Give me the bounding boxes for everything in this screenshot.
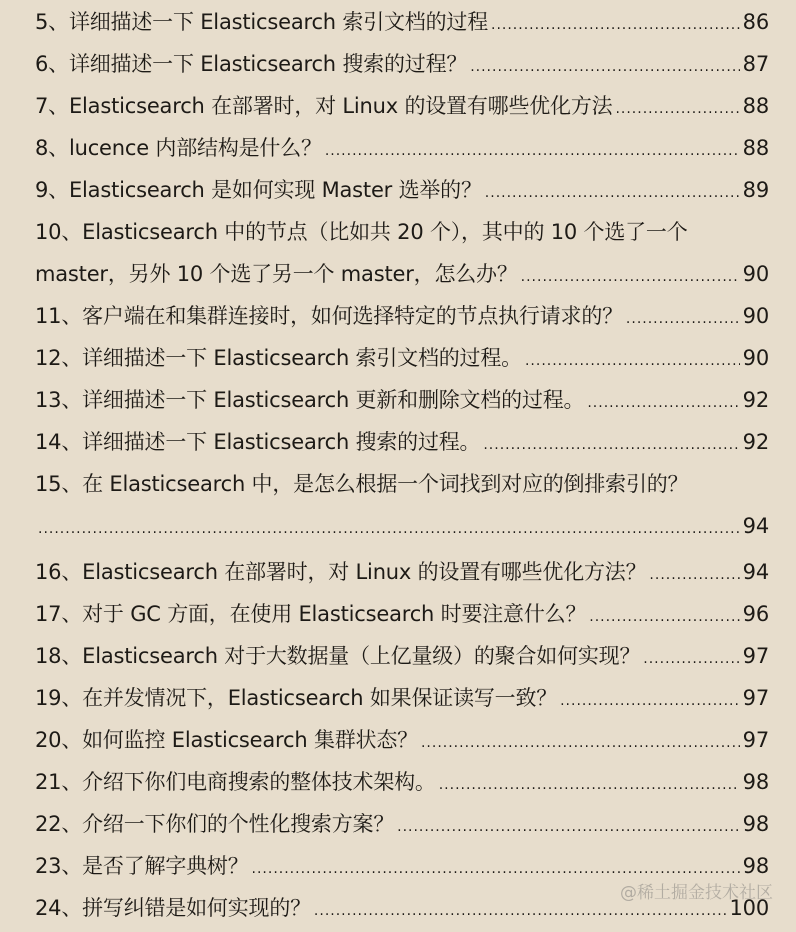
toc-entry-title: 20、如何监控 Elasticsearch 集群状态？ bbox=[35, 728, 418, 752]
toc-entry-title: 7、Elasticsearch 在部署时，对 Linux 的设置有哪些优化方法 bbox=[35, 94, 613, 118]
toc-entry[interactable] bbox=[35, 505, 769, 547]
toc-entry[interactable] bbox=[35, 761, 769, 803]
toc-entry-title: 15、在 Elasticsearch 中，是怎么根据一个词找到对应的倒排索引的？ bbox=[35, 472, 689, 496]
toc-entry-title: 19、在并发情况下，Elasticsearch 如果保证读写一致？ bbox=[35, 686, 558, 710]
toc-entry-page: 86 bbox=[742, 10, 769, 34]
toc-entry[interactable] bbox=[35, 295, 769, 337]
toc-entry[interactable] bbox=[35, 379, 769, 421]
dot-leader bbox=[521, 256, 740, 298]
toc-entry[interactable] bbox=[35, 211, 769, 253]
toc-entry[interactable] bbox=[35, 635, 769, 677]
dot-leader bbox=[38, 508, 740, 550]
dot-leader bbox=[525, 340, 740, 382]
dot-leader bbox=[587, 382, 739, 424]
toc-entry-page: 98 bbox=[742, 854, 769, 878]
toc-entry-page: 87 bbox=[742, 52, 769, 76]
toc-entry-page: 94 bbox=[742, 514, 769, 538]
toc-entry-title: 5、详细描述一下 Elasticsearch 索引文档的过程 bbox=[35, 10, 488, 34]
toc-entry-title: 13、详细描述一下 Elasticsearch 更新和删除文档的过程。 bbox=[35, 388, 585, 412]
toc-entry[interactable] bbox=[35, 85, 769, 127]
dot-leader bbox=[470, 46, 739, 88]
dot-leader bbox=[421, 722, 740, 764]
toc-entry-title: 23、是否了解字典树？ bbox=[35, 854, 249, 878]
table-of-contents bbox=[35, 1, 769, 929]
dot-leader bbox=[626, 298, 740, 340]
dot-leader bbox=[483, 424, 739, 466]
dot-leader bbox=[649, 554, 739, 596]
toc-entry-page: 90 bbox=[742, 262, 769, 286]
toc-entry-title: 10、Elasticsearch 中的节点（比如共 20 个），其中的 10 个选了一个 bbox=[35, 220, 688, 244]
toc-entry-title: 16、Elasticsearch 在部署时，对 Linux 的设置有哪些优化方法？ bbox=[35, 560, 647, 584]
toc-entry-title: 11、客户端在和集群连接时，如何选择特定的节点执行请求的？ bbox=[35, 304, 623, 328]
watermark: @稀土掘金技术社区 bbox=[620, 883, 773, 903]
toc-entry-page: 90 bbox=[742, 304, 769, 328]
toc-entry[interactable] bbox=[35, 551, 769, 593]
toc-entry-page: 90 bbox=[742, 346, 769, 370]
dot-leader bbox=[325, 130, 740, 172]
toc-entry-title: master，另外 10 个选了另一个 master，怎么办？ bbox=[35, 262, 518, 286]
dot-leader bbox=[560, 680, 740, 722]
toc-entry-title: 12、详细描述一下 Elasticsearch 索引文档的过程。 bbox=[35, 346, 522, 370]
toc-entry-title: 24、拼写纠错是如何实现的？ bbox=[35, 896, 311, 920]
dot-leader bbox=[643, 638, 739, 680]
toc-entry-page: 88 bbox=[742, 94, 769, 118]
toc-entry-page: 89 bbox=[742, 178, 769, 202]
toc-entry[interactable] bbox=[35, 421, 769, 463]
toc-entry-title: 6、详细描述一下 Elasticsearch 搜索的过程？ bbox=[35, 52, 468, 76]
toc-entry-page: 97 bbox=[742, 686, 769, 710]
toc-entry-page: 92 bbox=[742, 430, 769, 454]
toc-entry-title: 14、详细描述一下 Elasticsearch 搜索的过程。 bbox=[35, 430, 481, 454]
dot-leader bbox=[439, 764, 740, 806]
toc-entry-page: 88 bbox=[742, 136, 769, 160]
toc-entry-page: 92 bbox=[742, 388, 769, 412]
toc-entry-title: 21、介绍下你们电商搜索的整体技术架构。 bbox=[35, 770, 436, 794]
toc-entry-page: 94 bbox=[742, 560, 769, 584]
toc-entry[interactable] bbox=[35, 1, 769, 43]
dot-leader bbox=[615, 88, 739, 130]
dot-leader bbox=[397, 806, 740, 848]
toc-entry-page: 98 bbox=[742, 770, 769, 794]
toc-entry[interactable] bbox=[35, 719, 769, 761]
toc-entry-page: 97 bbox=[742, 644, 769, 668]
toc-entry-page: 98 bbox=[742, 812, 769, 836]
toc-entry[interactable] bbox=[35, 677, 769, 719]
toc-entry[interactable] bbox=[35, 43, 769, 85]
toc-entry[interactable] bbox=[35, 253, 769, 295]
toc-entry[interactable] bbox=[35, 127, 769, 169]
toc-entry-page: 100 bbox=[729, 896, 769, 920]
dot-leader bbox=[491, 4, 740, 46]
dot-leader bbox=[485, 172, 740, 214]
toc-entry-title: 22、介绍一下你们的个性化搜索方案？ bbox=[35, 812, 395, 836]
toc-entry[interactable] bbox=[35, 463, 769, 505]
toc-entry[interactable] bbox=[35, 169, 769, 211]
toc-entry[interactable] bbox=[35, 803, 769, 845]
toc-entry-title: 17、对于 GC 方面，在使用 Elasticsearch 时要注意什么？ bbox=[35, 602, 587, 626]
toc-entry-title: 18、Elasticsearch 对于大数据量（上亿量级）的聚合如何实现？ bbox=[35, 644, 641, 668]
toc-entry-page: 96 bbox=[742, 602, 769, 626]
toc-entry[interactable] bbox=[35, 337, 769, 379]
toc-entry[interactable] bbox=[35, 593, 769, 635]
toc-entry-page: 97 bbox=[742, 728, 769, 752]
toc-entry-title: 8、lucence 内部结构是什么？ bbox=[35, 136, 322, 160]
dot-leader bbox=[589, 596, 739, 638]
toc-entry-title: 9、Elasticsearch 是如何实现 Master 选举的？ bbox=[35, 178, 482, 202]
